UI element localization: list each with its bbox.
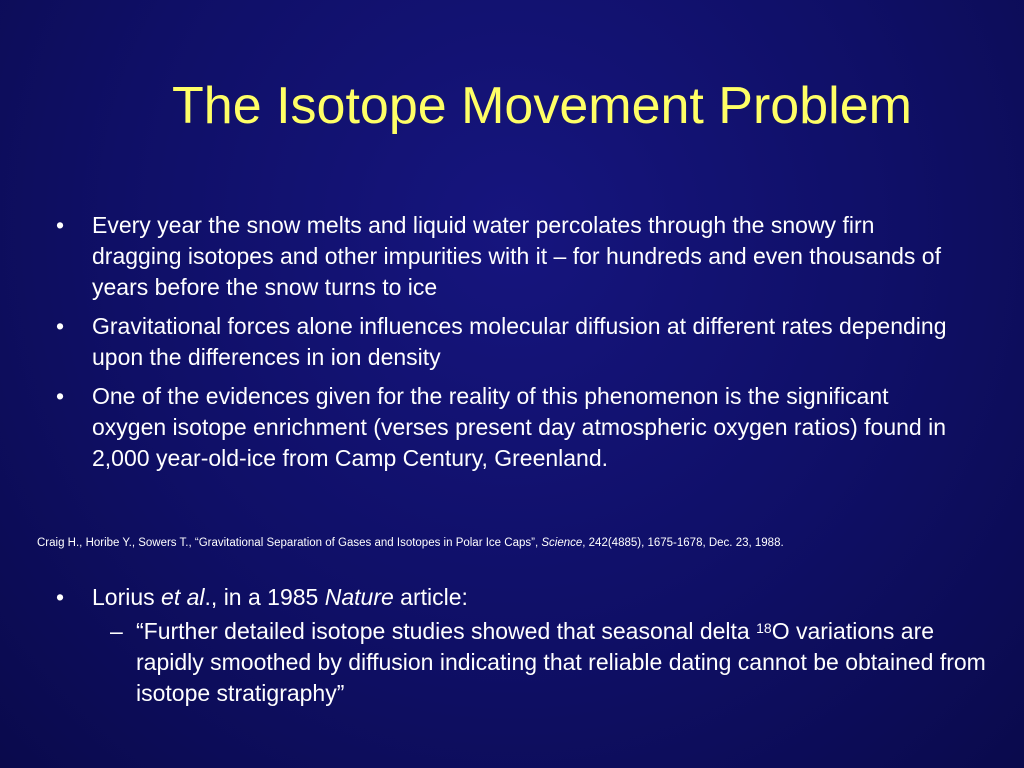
bullet-item xyxy=(56,311,956,373)
bullet-item xyxy=(56,582,976,613)
lorius-etal: et al xyxy=(161,584,205,610)
quote-text-2: O variations are rapidly smoothed by diffusion indicating that reliable dating cannot be obtained from isotope stratigraphy” xyxy=(136,618,986,706)
quote-text-1: “Further detailed isotope studies showed that seasonal delta xyxy=(136,618,757,644)
sub-bullet-glyph: – xyxy=(110,618,123,644)
citation xyxy=(37,536,784,550)
bullet-text: One of the evidences given for the reality of this phenomenon is the significant oxygen isotope enrichment (verses present day atmospheric oxygen ratios) found in 2,000 year-old-ice from Camp Century, Greenland. xyxy=(92,383,947,471)
lorius-text-2: ., in a 1985 xyxy=(204,584,325,610)
citation-journal: Science xyxy=(541,537,583,549)
citation-authors: Craig H., Horibe Y., Sowers T., “Gravitational Separation of Gases and Isotopes in Polar Ice Caps”, xyxy=(37,537,542,549)
lorius-journal: Nature xyxy=(324,584,394,610)
bullet-list-lorius xyxy=(56,582,986,709)
sub-bullet-item xyxy=(110,616,996,709)
bullet-text: Gravitational forces alone influences molecular diffusion at different rates depending upon the differences in ion density xyxy=(92,313,947,370)
bullet-item xyxy=(56,381,956,474)
lorius-text-1: Lorius xyxy=(92,584,162,610)
bullet-glyph: • xyxy=(56,313,65,339)
bullet-item xyxy=(56,210,956,303)
bullet-glyph: • xyxy=(56,212,65,238)
bullet-glyph: • xyxy=(56,584,65,610)
lorius-text-3: article: xyxy=(393,584,468,610)
quote-superscript: 18 xyxy=(756,620,772,636)
citation-details: , 242(4885), 1675-1678, Dec. 23, 1988. xyxy=(582,537,784,549)
slide-title: The Isotope Movement Problem xyxy=(172,77,912,135)
bullet-text: Every year the snow melts and liquid water percolates through the snowy firn dragging isotopes and other impurities with it – for hundreds and even thousands of years before the snow turns to ice xyxy=(92,212,941,300)
bullet-list xyxy=(56,210,956,482)
bullet-glyph: • xyxy=(56,383,65,409)
